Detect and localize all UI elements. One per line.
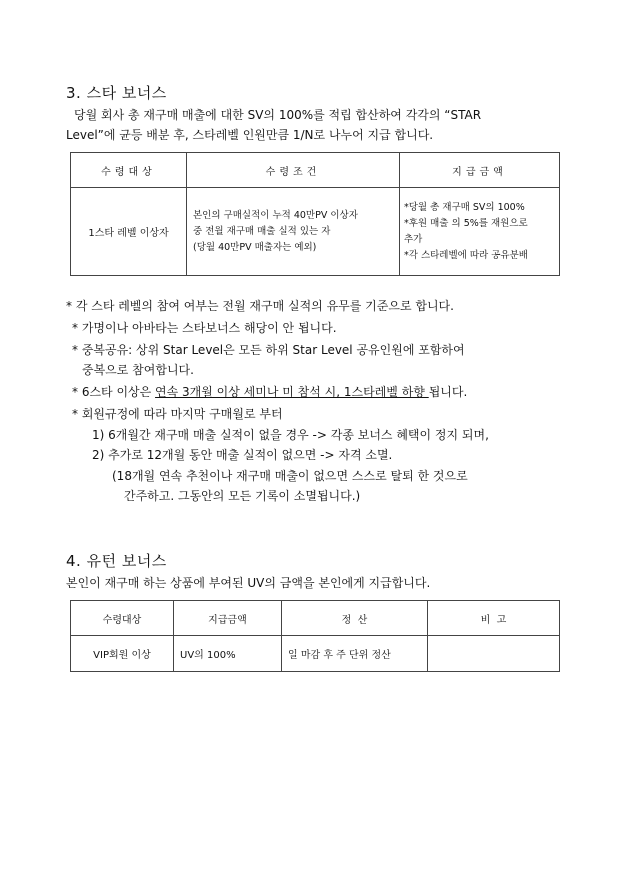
header-cell: 정 산 [282, 601, 428, 636]
note-5-item2: 2) 추가로 12개월 동안 매출 실적이 없으면 -> 자격 소멸. [92, 448, 393, 462]
header-cell: 비 고 [428, 601, 560, 636]
header-cell: 지급금액 [400, 153, 560, 188]
amount-line: *후원 매출 의 5%를 재원으로 [404, 217, 528, 229]
note-5-item3-line1: (18개월 연속 추천이나 재구매 매출이 없으면 스스로 탈퇴 한 것으로 [112, 469, 468, 483]
section4-intro: 본인이 재구매 하는 상품에 부여된 UV의 금액을 본인에게 지급합니다. [66, 576, 431, 590]
condition-line: 중 전월 재구매 매출 실적 있는 자 [193, 225, 331, 237]
section3-intro-line2: Level”에 균등 배분 후, 스타레벨 인원만큼 1/N로 나누어 지급 합니다. [66, 128, 434, 142]
section4-heading: 4. 유턴 보너스 [66, 552, 167, 570]
section3-heading: 3. 스타 보너스 [66, 84, 167, 102]
section3-intro-line1: 당월 회사 총 재구매 매출에 대한 SV의 100%를 적립 합산하여 각각의 “STAR [74, 108, 482, 122]
table-cell: VIP회원 이상 [71, 636, 174, 672]
header-cell: 수령조건 [187, 153, 400, 188]
note-5-item3-line2: 간주하고. 그동안의 모든 기록이 소멸됩니다.) [124, 489, 361, 503]
table-row [71, 636, 560, 672]
note-2: * 가명이나 아바타는 스타보너스 해당이 안 됩니다. [72, 321, 337, 335]
amount-cell [400, 188, 560, 276]
table-header-row [71, 601, 560, 636]
condition-line: 본인의 구매실적이 누적 40만PV 이상자 [193, 209, 358, 221]
table-cell [428, 636, 560, 672]
star-bonus-table [70, 152, 560, 276]
table-cell: 일 마감 후 주 단위 정산 [282, 636, 428, 672]
note-5: * 회원규정에 따라 마지막 구매월로 부터 [72, 407, 283, 421]
note-4 [72, 383, 467, 401]
table-cell: UV의 100% [174, 636, 282, 672]
uturn-bonus-table [70, 600, 560, 672]
condition-line: (당월 40만PV 매출자는 예외) [193, 241, 317, 253]
amount-line: 추가 [404, 233, 423, 245]
note-4-pre: * 6스타 이상은 [72, 385, 156, 399]
amount-line: *당월 총 재구매 SV의 100% [404, 201, 525, 213]
note-5-item1: 1) 6개월간 재구매 매출 실적이 없을 경우 -> 각종 보너스 혜택이 정지 되며, [92, 428, 489, 442]
table-row [71, 188, 560, 276]
note-3-line2: 중복으로 참여합니다. [82, 363, 194, 377]
note-1: * 각 스타 레벨의 참여 여부는 전월 재구매 실적의 유무를 기준으로 합니다. [66, 299, 454, 313]
header-cell: 수령대상 [71, 153, 187, 188]
note-4-post: 됩니다. [428, 385, 468, 399]
header-cell: 수령대상 [71, 601, 174, 636]
amount-line: *각 스타레벨에 따라 공유분배 [404, 249, 528, 261]
target-cell: 1스타 레벨 이상자 [71, 188, 187, 276]
note-4-underlined: 연속 3개월 이상 세미나 미 참석 시, 1스타레벨 하향 [155, 385, 429, 399]
table-header-row [71, 153, 560, 188]
note-3-line1: * 중복공유: 상위 Star Level은 모든 하위 Star Level 공유인원에 포함하여 [72, 343, 465, 357]
header-cell: 지급금액 [174, 601, 282, 636]
condition-cell [187, 188, 400, 276]
